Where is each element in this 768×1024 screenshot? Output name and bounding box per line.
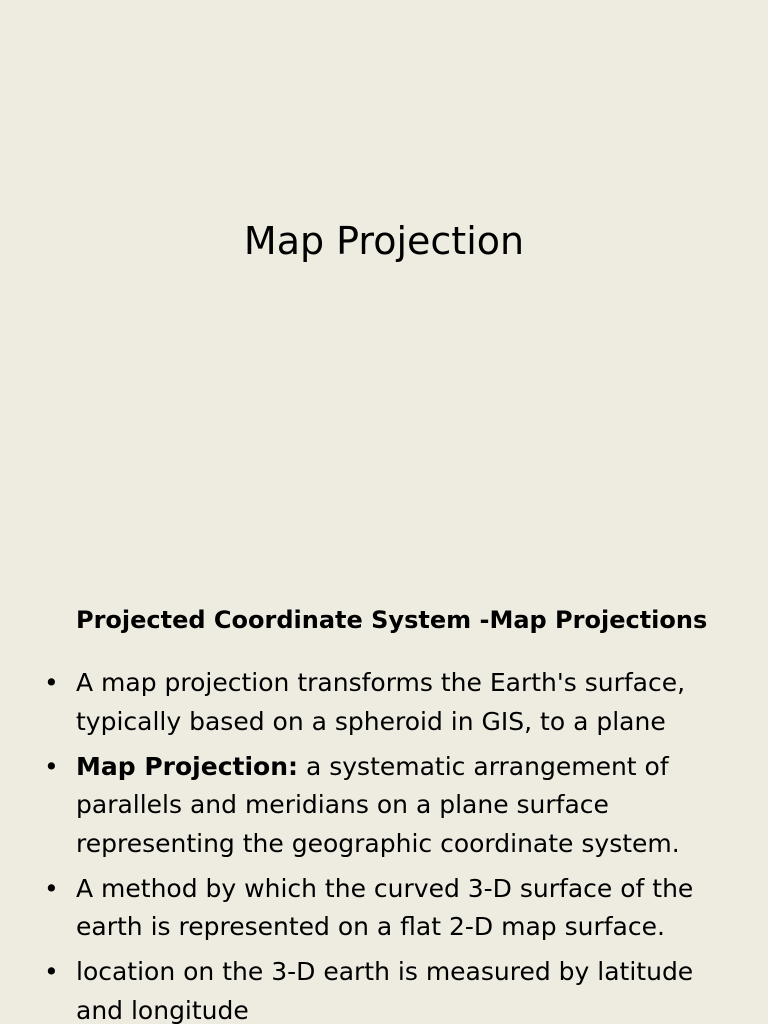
bullet-line-text: a systematic arrangement of (298, 751, 669, 781)
bullet-lead-term: Map Projection: (76, 751, 299, 781)
bullet-line: earth is represented on a flat 2-D map surface. (76, 912, 665, 941)
bullet-item-latitude-longitude (44, 953, 744, 1024)
bullet-line: and longitude (76, 995, 249, 1024)
bullet-line: location on the 3-D earth is measured by latitude (76, 957, 694, 986)
bullet-dot-icon: • (44, 873, 59, 903)
slide-title: Map Projection (243, 219, 525, 263)
section-heading: Projected Coordinate System -Map Projections (76, 606, 708, 634)
bullet-line: A method by which the curved 3-D surface of the (76, 873, 694, 903)
bullet-line: parallels and meridians on a plane surface (76, 790, 609, 819)
bullet-list (44, 664, 744, 1024)
bullet-item-projection-transform (44, 664, 744, 741)
bullet-line: representing the geographic coordinate system. (76, 828, 680, 858)
bullet-item-map-projection-definition (44, 748, 744, 864)
bullet-line: A map projection transforms the Earth's surface, (76, 668, 686, 697)
bullet-first-line (76, 748, 744, 787)
bullet-item-curved-surface-method (44, 870, 744, 947)
bullet-dot-icon: • (44, 668, 59, 697)
bullet-dot-icon: • (44, 751, 59, 781)
bullet-line: typically based on a spheroid in GIS, to a plane (76, 706, 666, 736)
bullet-dot-icon: • (44, 957, 59, 986)
